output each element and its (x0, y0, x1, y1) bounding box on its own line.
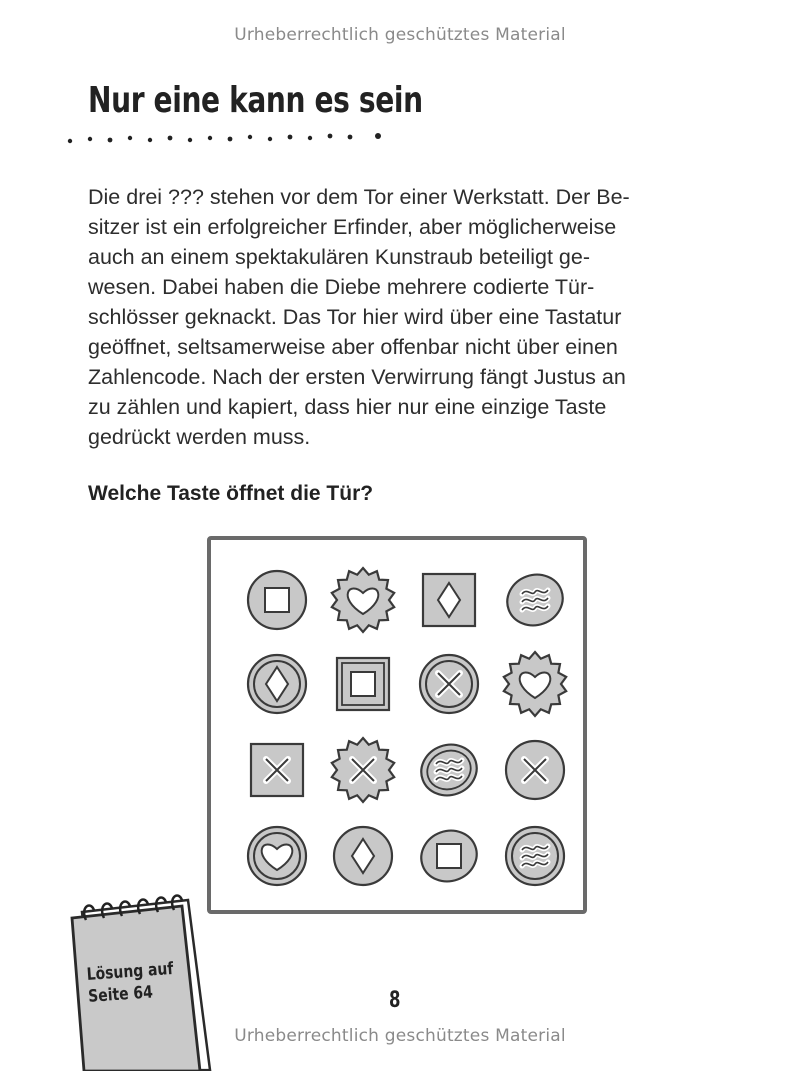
story-line: schlösser geknackt. Das Tor hier wird über eine Tastatur (88, 305, 622, 329)
keypad-key-circle-diamond[interactable] (334, 827, 392, 885)
decorative-dot-line (65, 132, 395, 146)
keypad-key-double-circle-x[interactable] (420, 655, 478, 713)
keypad-key-square-diamond[interactable] (423, 574, 475, 626)
puzzle-question: Welche Taste öffnet die Tür? (88, 482, 374, 505)
keypad-key-oval-square[interactable] (414, 823, 484, 889)
keypad-key-star-x[interactable] (332, 738, 394, 802)
keypad-grid (211, 540, 583, 910)
story-line: Die drei ??? stehen vor dem Tor einer Werkstatt. Der Be- (88, 185, 630, 209)
keypad-key-oval-waves[interactable] (500, 567, 570, 633)
story-text (88, 182, 708, 452)
keypad-key-square-x[interactable] (251, 744, 303, 796)
keypad-key-double-oval-waves[interactable] (414, 737, 484, 803)
keypad-key-double-square-square[interactable] (337, 658, 389, 710)
solution-note-line1: Lösung auf (86, 958, 175, 985)
keypad-key-double-circle-waves[interactable] (506, 827, 564, 885)
page-title: Nur eine kann es sein (88, 80, 423, 121)
keypad-frame (207, 536, 587, 914)
solution-note (86, 958, 176, 1008)
solution-note-line2: Seite 64 (87, 982, 154, 1007)
story-line: geöffnet, seltsamerweise aber offenbar nicht über einen (88, 335, 618, 359)
watermark-top: Urheberrechtlich geschütztes Material (234, 25, 566, 45)
keypad-key-circle-x[interactable] (506, 741, 564, 799)
story-line: Zahlencode. Nach der ersten Verwirrung fängt Justus an (88, 365, 626, 389)
keypad-key-star-heart[interactable] (332, 568, 394, 632)
story-line: zu zählen und kapiert, dass hier nur eine einzige Taste (88, 395, 607, 419)
keypad-key-star-heart[interactable] (504, 652, 566, 716)
watermark-bottom: Urheberrechtlich geschütztes Material (234, 1026, 566, 1046)
keypad-key-circle-square[interactable] (248, 571, 306, 629)
story-line: auch an einem spektakulären Kunstraub beteiligt ge- (88, 245, 590, 269)
story-line: wesen. Dabei haben die Diebe mehrere codierte Tür- (88, 275, 595, 299)
keypad-key-double-circle-heart[interactable] (248, 827, 306, 885)
story-line: sitzer ist ein erfolgreicher Erfinder, aber möglicherweise (88, 215, 617, 239)
keypad-key-double-circle-diamond[interactable] (248, 655, 306, 713)
story-line: gedrückt werden muss. (88, 425, 311, 449)
page-number: 8 (389, 988, 401, 1013)
